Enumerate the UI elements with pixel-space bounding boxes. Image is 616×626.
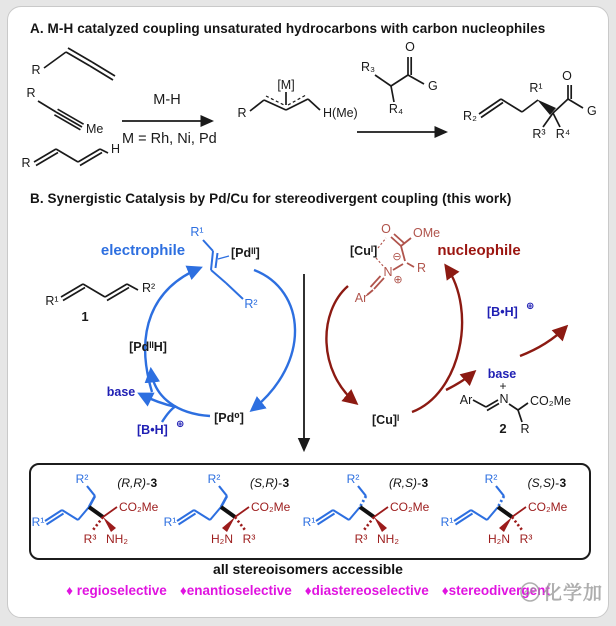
isomer-right-sub-label: NH₂: [377, 532, 399, 546]
diene-structure: [21, 142, 120, 170]
ylide-n-label: N: [383, 265, 393, 279]
diene-substrate-1: [45, 281, 155, 324]
panel-a-structures: [21, 40, 596, 170]
product-o-label: O: [562, 69, 572, 83]
reaction-arrow-1: [122, 92, 217, 147]
isomer-r1-label: R¹: [302, 515, 316, 529]
isomer-number-label: 3: [282, 476, 290, 490]
isomer-number-label: 3: [150, 476, 158, 490]
watermark-logo-icon: [519, 581, 541, 603]
product-r2-label: R₂: [463, 109, 477, 123]
product-g-label: G: [587, 104, 597, 118]
ylide-minus-icon: ⊖: [392, 251, 402, 263]
nucleophile-o-label: O: [405, 40, 415, 54]
ylide-plus-icon: ⊕: [393, 274, 403, 286]
plus-sign: +: [499, 379, 507, 393]
alkyne-structure: [26, 86, 103, 136]
watermark: [519, 578, 603, 605]
isomer-stereo-label: (S,R)-: [250, 476, 282, 490]
isomer-left-sub-label: H₂N: [211, 532, 233, 546]
nucleophile-r4-label: R₄: [388, 102, 404, 116]
substrate2-n-label: N: [499, 392, 509, 406]
substrate1-r2-label: R²: [142, 281, 156, 295]
product-r4-label: R⁴: [555, 127, 571, 141]
arrow1-below-label: M = Rh, Ni, Pd: [122, 131, 217, 147]
ylide-ar-label: Ar: [354, 291, 368, 305]
allylpd-r2-label: R²: [244, 297, 258, 311]
intermediate-m-label: [M]: [277, 78, 295, 92]
isomer-stereo-label: (S,S)-: [527, 476, 559, 490]
bh-right-plus-icon: ⊕: [526, 301, 535, 312]
ylide-r-label: R: [417, 261, 427, 275]
isomer-ester-label: CO₂Me: [528, 500, 568, 514]
alkyne-me-label: Me: [86, 122, 104, 136]
isomer-left-sub-label: H₂N: [488, 532, 510, 546]
isomer-right-sub-label: R³: [519, 532, 533, 546]
allylpd-pd-label: [Pdᴵᴵ]: [231, 246, 260, 260]
substrate2-r-label: R: [520, 422, 530, 436]
isomer-left-sub-label: R³: [83, 532, 97, 546]
base-right-label: base: [487, 367, 517, 381]
substrate1-r1-label: R¹: [45, 294, 59, 308]
diene-h-label: H: [111, 142, 121, 156]
ylide-o-label: O: [381, 222, 391, 236]
selectivity-item: ♦enantioselective: [179, 583, 292, 598]
base-bh-left: [107, 385, 185, 437]
bh-left-label: [B•H]: [137, 423, 168, 437]
isomer-stereo-label: (R,R)-: [117, 476, 150, 490]
nucleophile-label: nucleophile: [437, 242, 521, 259]
ylide-cu-label: [Cuᴵ]: [350, 244, 378, 258]
isomer-ester-label: CO₂Me: [390, 500, 430, 514]
base-bh-right: [487, 301, 534, 393]
base-left-label: base: [106, 385, 136, 399]
allyl-metal-intermediate: [237, 78, 357, 120]
isomer-stereo-label: (R,S)-: [389, 476, 421, 490]
ylide-ome-label: OMe: [413, 226, 441, 240]
selectivity-item: ♦ regioselective: [66, 583, 167, 598]
product-r3-label: R³: [532, 127, 546, 141]
cu-cycle-arrows: [326, 266, 566, 412]
substrate2-number: 2: [499, 421, 507, 436]
isomer-left-sub-label: R³: [354, 532, 368, 546]
results-box: [29, 463, 591, 560]
isomer-r2-label: R²: [346, 472, 360, 486]
pd-hydride-label: [PdᴵᴵH]: [129, 340, 167, 354]
isomer-r1-label: R¹: [440, 515, 454, 529]
bh-left-plus-icon: ⊕: [176, 419, 185, 430]
isomer-right-sub-label: NH₂: [106, 532, 128, 546]
pd0-label: [Pd⁰]: [214, 411, 244, 425]
substrate2-ar-label: Ar: [459, 393, 473, 407]
isomer-r2-label: R²: [75, 472, 89, 486]
selectivity-item: ♦stereodivergent: [441, 583, 550, 598]
results-caption: all stereoisomers accessible: [213, 561, 403, 577]
alkyne-r-label: R: [26, 86, 36, 100]
diene-r-label: R: [21, 156, 31, 170]
allyl-pd-complex: [190, 225, 259, 311]
isomer-r1-label: R¹: [163, 515, 177, 529]
panel-b-title: B. Synergistic Catalysis by Pd/Cu for stereodivergent coupling (this work): [30, 191, 512, 206]
allene-structure: [31, 48, 115, 80]
isomer-right-sub-label: R³: [242, 532, 256, 546]
allene-r-label: R: [31, 63, 41, 77]
isomer-r1-label: R¹: [31, 515, 45, 529]
bh-right-label: [B•H]: [487, 305, 518, 319]
cu1-label: [Cu]ᴵ: [372, 413, 400, 427]
acyl-nucleophile: [361, 40, 438, 116]
intermediate-r-label: R: [237, 106, 247, 120]
selectivity-item: ♦diastereoselective: [304, 583, 429, 598]
imine-substrate-2: [460, 392, 571, 436]
arrow1-above-label: M-H: [153, 92, 181, 108]
isomer-r2-label: R²: [207, 472, 221, 486]
isomer-ester-label: CO₂Me: [251, 500, 291, 514]
isomer-ester-label: CO₂Me: [119, 500, 159, 514]
nucleophile-r3-label: R₃: [360, 60, 376, 74]
substrate1-number: 1: [81, 309, 89, 324]
allylpd-r1-label: R¹: [190, 225, 204, 239]
isomer-number-label: 3: [421, 476, 429, 490]
nucleophile-g-label: G: [428, 79, 438, 93]
isomer-r2-label: R²: [484, 472, 498, 486]
watermark-text: 化学加: [543, 583, 604, 604]
product-r1-label: R¹: [529, 81, 543, 95]
isomer-number-label: 3: [559, 476, 567, 490]
product-structure: [463, 69, 597, 141]
intermediate-h-label: H(Me): [323, 106, 358, 120]
panel-a-title: A. M-H catalyzed coupling unsaturated hydrocarbons with carbon nucleophiles: [30, 21, 546, 36]
substrate2-co2me-label: CO₂Me: [530, 394, 571, 408]
cu-ylide-complex: [350, 222, 440, 305]
electrophile-label: electrophile: [100, 242, 186, 259]
